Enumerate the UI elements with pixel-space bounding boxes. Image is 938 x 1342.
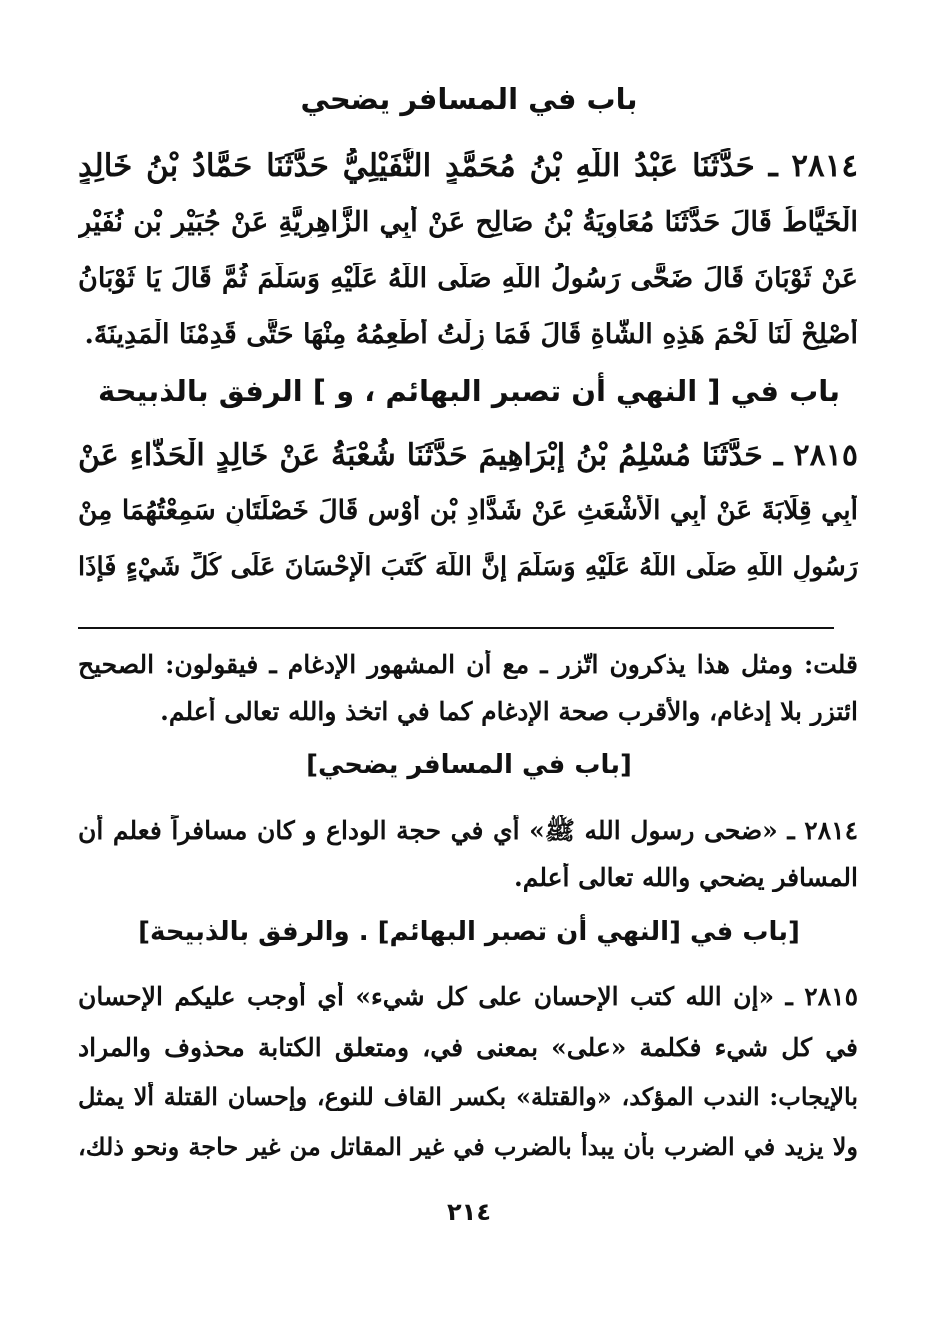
note-line-2: ائتزر بلا إدغام، والأقرب صحة الإدغام كما في اتخذ والله تعالى أعلم. (160, 697, 858, 726)
hadith-2815-line-3: رَسُولِ اللَّهِ صَلَّى اللَّهُ عَلَيْهِ وَسَلَّمَ إِنَّ اللَّهَ كَتَبَ الْإِحْسَانَ عَلَى كُلِّ شَيْءٍ فَإِذَا (78, 552, 858, 582)
note-line-1: قلت: ومثل هذا يذكرون اتّزر ـ مع أن المشهور الإدغام ـ فيقولون: الصحيح (78, 650, 858, 679)
hadith-2814-line-3: عَنْ ثَوْبَانَ قَالَ ضَحَّى رَسُولُ اللَّهِ صَلَّى اللَّهُ عَلَيْهِ وَسَلَّمَ ثُمَّ قَالَ يَا ثَوْبَانُ (78, 263, 858, 294)
hadith-2815-line-2: أَبِي قِلَابَةَ عَنْ أَبِي الْأَشْعَثِ عَنْ شَدَّادِ بْنِ أَوْسٍ قَالَ خَصْلَتَانِ سَمِعْتُهُمَا مِنْ (78, 495, 858, 526)
commentary-2815-line-3: بالإيجاب: الندب المؤكد، «والقتلة» بكسر القاف للنوع، وإحسان القتلة ألا يمثل (78, 1082, 858, 1111)
commentary-2815-line-2: في كل شيء فكلمة «على» بمعنى في، ومتعلق الكتابة محذوف والمراد (78, 1033, 858, 1062)
hadith-2815-line-1: ٢٨١٥ ـ حَدَّثَنَا مُسْلِمُ بْنُ إِبْرَاهِيمَ حَدَّثَنَا شُعْبَةُ عَنْ خَالِدٍ الْحَذَّاءِ عَنْ (78, 438, 858, 473)
hadith-2814-line-2: الْخَيَّاطُ قَالَ حَدَّثَنَا مُعَاوِيَةُ بْنُ صَالِحٍ عَنْ أَبِي الزَّاهِرِيَّةِ عَنْ جُبَيْرِ بْنِ نُفَيْرٍ (78, 206, 858, 238)
commentary-2815-line-1: ٢٨١٥ ـ «إن الله كتب الإحسان على كل شيء» أي أوجب عليكم الإحسان (78, 982, 858, 1011)
commentary-2815-line-4: ولا يزيد في الضرب بأن يبدأ بالضرب في غير المقاتل من غير حاجة ونحو ذلك، (78, 1132, 858, 1161)
commentary-heading-traveler-sacrifice: [باب في المسافر يضحي] (306, 750, 632, 780)
chapter-heading-slaughter-kindness: باب في [ النهي أن تصبر البهائم ، و ] الرفق بالذبيحة (97, 374, 840, 408)
footnote-divider (78, 627, 834, 629)
hadith-2814-line-1: ٢٨١٤ ـ حَدَّثَنَا عَبْدُ اللَّهِ بْنُ مُحَمَّدٍ النُّفَيْلِيُّ حَدَّثَنَا حَمَّادُ بْنُ خَالِدٍ (78, 148, 858, 184)
commentary-heading-slaughter-kindness: [باب في [النهي أن تصبر البهائم] . والرفق بالذبيحة] (138, 917, 800, 947)
hadith-2814-line-4: أَصْلِحْ لَنَا لَحْمَ هَذِهِ الشَّاةِ قَالَ فَمَا زِلْتُ أُطْعِمُهُ مِنْهَا حَتَّى قَدِمْنَا الْمَدِينَةَ. (84, 319, 858, 350)
commentary-2814-line-1: ٢٨١٤ ـ «ضحى رسول الله ﷺ» أي في حجة الوداع و كان مسافراً فعلم أن (78, 816, 858, 845)
commentary-2814-line-2: المسافر يضحي والله تعالى أعلم. (514, 863, 858, 892)
chapter-heading-traveler-sacrifice: باب في المسافر يضحي (300, 82, 638, 116)
page-number: ٢١٤ (447, 1198, 491, 1226)
